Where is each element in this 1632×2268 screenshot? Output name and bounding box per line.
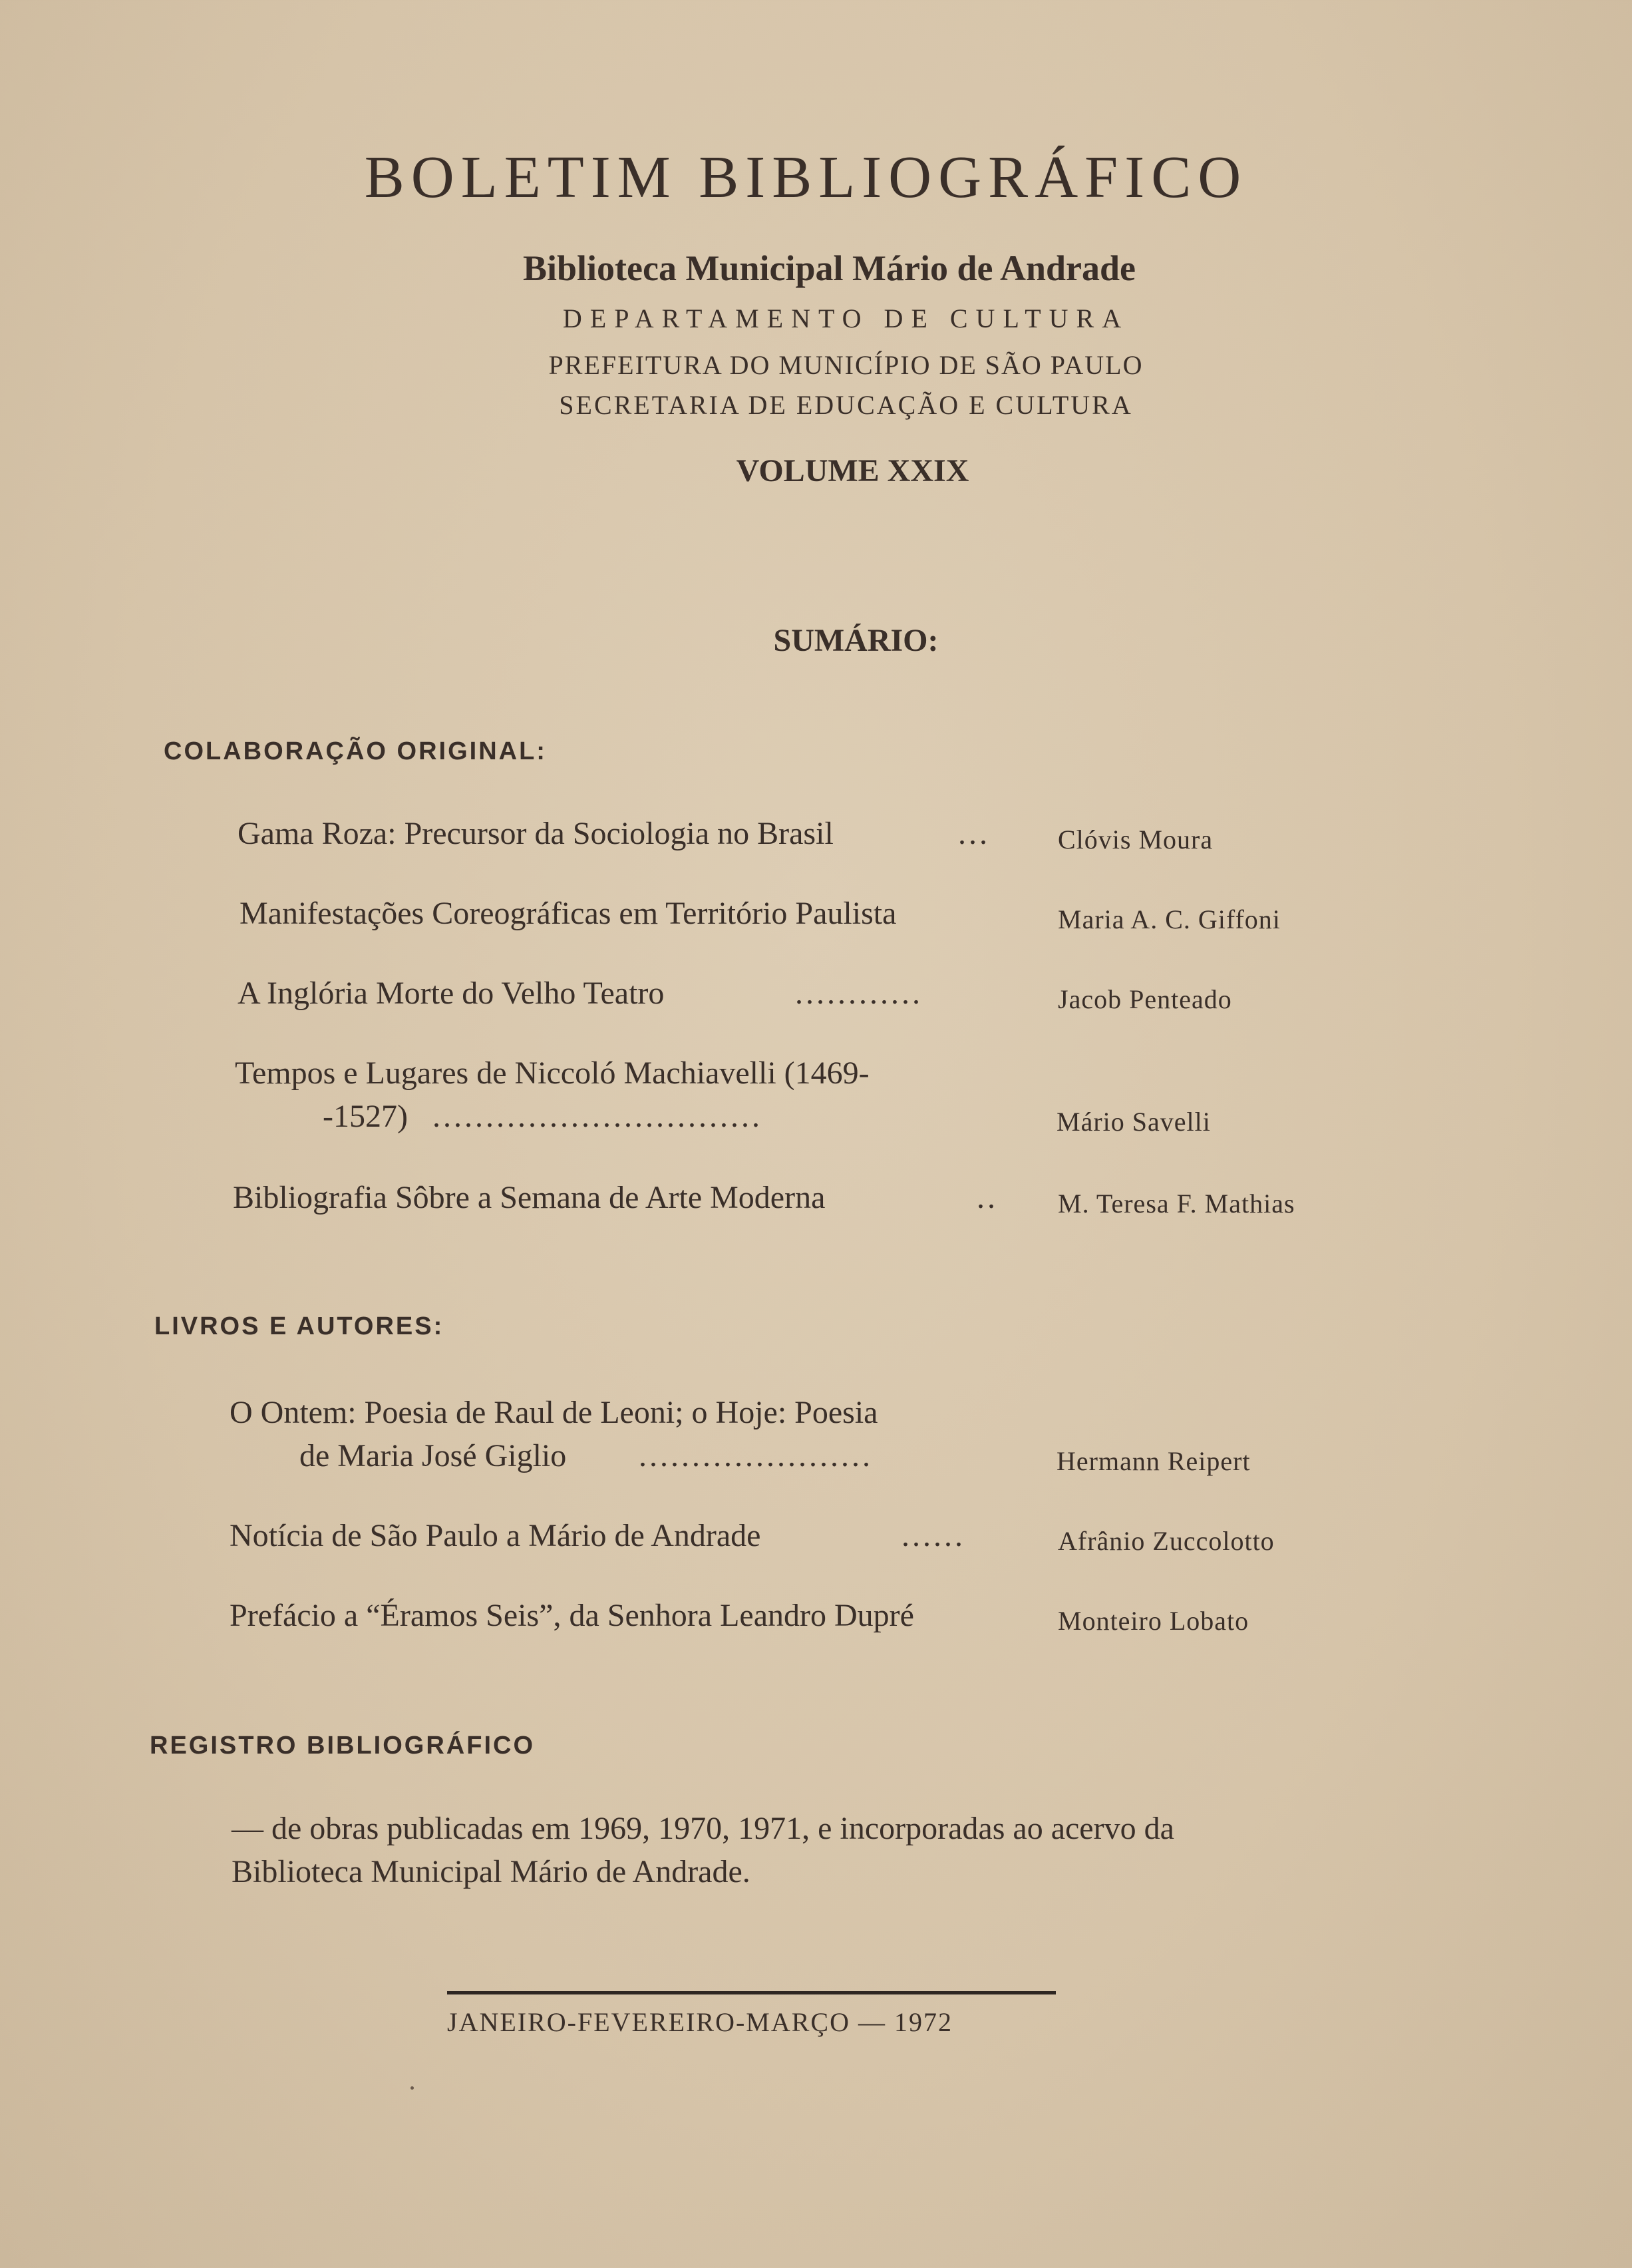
toc-leader-dots: ............................... xyxy=(432,1099,762,1134)
secretariat-name: SECRETARIA DE EDUCAÇÃO E CULTURA xyxy=(559,390,1133,420)
department-name: DEPARTAMENTO DE CULTURA xyxy=(562,303,1130,333)
toc-entry-title: Manifestações Coreográficas em Território Paulista xyxy=(240,896,897,931)
publication-date: JANEIRO-FEVEREIRO-MARÇO — 1972 xyxy=(447,2007,953,2037)
record-description-continued: Biblioteca Municipal Mário de Andrade. xyxy=(232,1854,750,1889)
paper-speck xyxy=(410,2086,414,2090)
toc-entry-title: O Ontem: Poesia de Raul de Leoni; o Hoje: Poesia xyxy=(230,1395,878,1430)
toc-entry-author: M. Teresa F. Mathias xyxy=(1058,1189,1295,1219)
prefecture-name: PREFEITURA DO MUNICÍPIO DE SÃO PAULO xyxy=(548,350,1144,380)
toc-entry-title: Notícia de São Paulo a Mário de Andrade xyxy=(230,1518,761,1553)
section-heading-books-and-authors: LIVROS E AUTORES: xyxy=(154,1312,444,1340)
toc-entry-title: Prefácio a “Éramos Seis”, da Senhora Leandro Dupré xyxy=(230,1598,914,1633)
toc-leader-dots: ...... xyxy=(901,1518,965,1553)
toc-leader-dots: .. xyxy=(977,1180,998,1215)
toc-entry-title: Bibliografia Sôbre a Semana de Arte Moderna xyxy=(233,1180,826,1215)
record-description: — de obras publicadas em 1969, 1970, 1971, e incorporadas ao acervo da xyxy=(232,1811,1174,1846)
summary-heading: SUMÁRIO: xyxy=(773,623,939,658)
toc-entry-author: Hermann Reipert xyxy=(1057,1446,1251,1476)
toc-entry-author: Maria A. C. Giffoni xyxy=(1058,904,1281,934)
toc-leader-dots: ............ xyxy=(795,976,923,1011)
toc-entry-title: A Inglória Morte do Velho Teatro xyxy=(238,976,665,1011)
toc-entry-author: Clóvis Moura xyxy=(1058,825,1214,854)
section-heading-original-collaboration: COLABORAÇÃO ORIGINAL: xyxy=(164,737,547,765)
bulletin-title: BOLETIM BIBLIOGRÁFICO xyxy=(364,144,1248,210)
toc-entry-author: Jacob Penteado xyxy=(1058,984,1232,1014)
toc-entry-title-continued: de Maria José Giglio xyxy=(299,1438,567,1473)
toc-entry-title: Tempos e Lugares de Niccoló Machiavelli (1469- xyxy=(235,1055,870,1091)
toc-entry-author: Afrânio Zuccolotto xyxy=(1058,1526,1275,1556)
toc-entry-title-continued: -1527) xyxy=(323,1099,408,1134)
toc-entry-author: Mário Savelli xyxy=(1057,1107,1211,1137)
volume-number: VOLUME XXIX xyxy=(736,453,969,488)
section-heading-bibliographic-record: REGISTRO BIBLIOGRÁFICO xyxy=(150,1732,535,1760)
toc-entry-title: Gama Roza: Precursor da Sociologia no Brasil xyxy=(238,816,834,851)
footer-rule xyxy=(447,1991,1056,1994)
toc-entry-author: Monteiro Lobato xyxy=(1058,1606,1249,1636)
toc-leader-dots: ... xyxy=(958,816,990,851)
toc-leader-dots: ...................... xyxy=(639,1438,873,1473)
library-name: Biblioteca Municipal Mário de Andrade xyxy=(522,248,1136,288)
